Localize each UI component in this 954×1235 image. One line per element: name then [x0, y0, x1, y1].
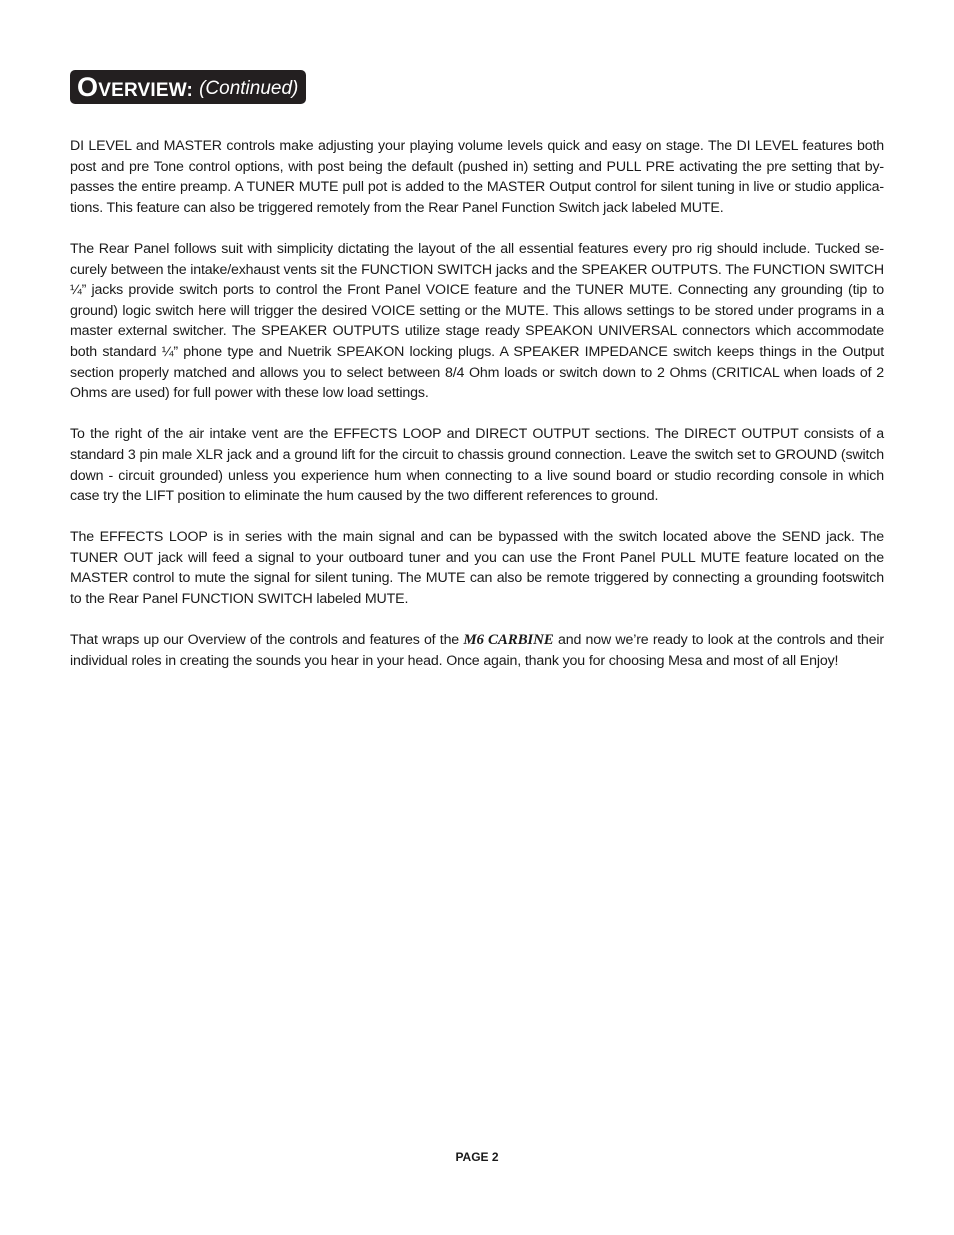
section-title-initial: O	[77, 71, 99, 102]
product-name: M6 CARBINE	[463, 632, 554, 649]
page-number: PAGE 2	[455, 1150, 499, 1164]
paragraph-effects-loop: The EFFECTS LOOP is in series with the main signal and can be bypassed with the switch located above the SEND jack. The TUNER OUT jack will feed a signal to your outboard tuner and you can use the Front Panel PULL MUTE feature located on the MASTER control to mute the signal for silent tuning. The MUTE can also be remote triggered by connecting a grounding footswitch to the Rear Panel FUNCTION SWITCH labeled MUTE.	[70, 529, 884, 608]
section-title-rest: VERVIEW:	[98, 79, 194, 101]
section-subtitle: (Continued)	[199, 78, 299, 99]
section-title	[77, 72, 193, 103]
paragraph-closing	[70, 630, 884, 671]
section-title-banner	[70, 70, 306, 104]
paragraph-rear-panel: The Rear Panel follows suit with simplicity dictating the layout of the all essential features every pro rig should include. Tucked se-curely between the intake/exhaust vents sit the FUNCTION SWITCH jacks and the SPEAKER OUTPUTS. The FUNCTION SWITCH ¼” jacks provide switch ports to control the Front Panel VOICE feature and the TUNER MUTE. Connecting any grounding (tip to ground) logic switch here will trigger the desired VOICE setting or the MUTE. This allows settings to be stored under programs in a master external switcher. The SPEAKER OUTPUTS utilize stage ready SPEAKON UNIVERSAL connectors which accommodate both standard ¼” phone type and Nuetrik SPEAKON locking plugs. A SPEAKER IMPEDANCE switch keeps things in the Output section properly matched and allows you to select between 8/4 Ohm loads or switch down to 2 Ohms (CRITICAL when loads of 2 Ohms are used) for full power with these low load settings.	[70, 240, 884, 402]
closing-text-end: and now we’re ready to look at the controls and their individual roles in creating the sounds you hear in your head. Once again, thank you for choosing Mesa and most of all Enjoy!	[70, 632, 884, 669]
paragraph-di-level: DI LEVEL and MASTER controls make adjusting your playing volume levels quick and easy on stage. The DI LEVEL features both post and pre Tone control options, with post being the default (pushed in) setting and PULL PRE activating the pre setting that by-passes the entire preamp. A TUNER MUTE pull pot is added to the MASTER Output control for silent tuning in live or studio applica-tions. This feature can also be triggered remotely from the Rear Panel Function Switch jack labeled MUTE.	[70, 138, 884, 216]
paragraph-effects-direct: To the right of the air intake vent are the EFFECTS LOOP and DIRECT OUTPUT sections. The DIRECT OUTPUT consists of a standard 3 pin male XLR jack and a ground lift for the circuit to chassis ground connection. Leave the switch set to GROUND (switch down - circuit grounded) unless you experience hum when connecting to a live sound board or studio recording console in which case try the LIFT position to eliminate the hum caused by the two different references to ground.	[70, 426, 884, 505]
body-text	[70, 136, 884, 692]
closing-text-start: That wraps up our Overview of the controls and features of the	[70, 632, 464, 649]
